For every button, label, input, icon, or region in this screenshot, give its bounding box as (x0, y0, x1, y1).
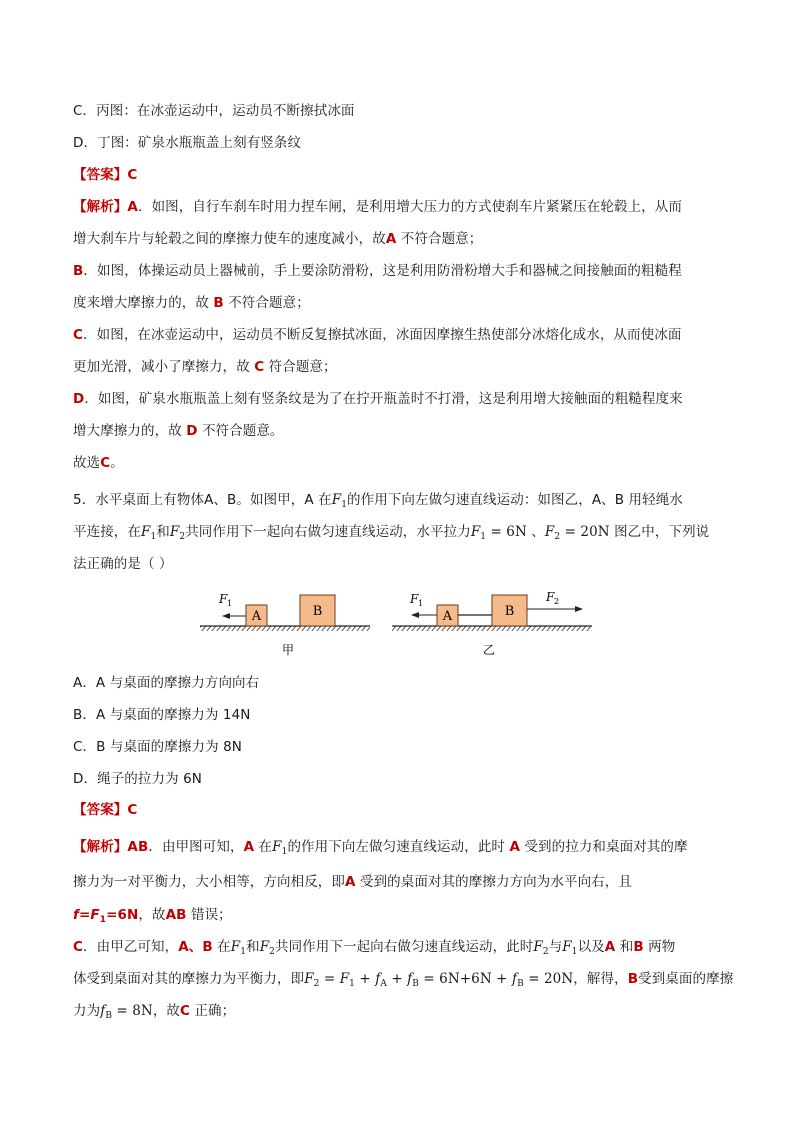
q5-figure (196, 590, 606, 660)
yi-label-f2-sub: 2 (554, 597, 560, 606)
q5-answer: 【答案】C (73, 802, 138, 818)
analysis-a-line2: 增大刹车片与轮毂之间的摩擦力使车的速度减小，故A 不符合题意； (73, 231, 483, 247)
jia-label-b: B (312, 604, 323, 619)
jia-label-f1: F (219, 592, 228, 606)
choose-line: 故选C。 (73, 455, 124, 471)
analysis-a-line1: 【解析】A．如图，自行车刹车时用力捏车闸，是利用增大压力的方式使刹车片紧紧压在轮毂上，从而 (73, 199, 682, 215)
yi-label-a: A (442, 609, 453, 624)
q5-analysis-line1: 【解析】AB．由甲图可知，A 在$F_1$的作用下向左做匀速直线运动，此时 A 受到的拉力和桌面对其的摩 (73, 839, 688, 857)
q5-analysis-line4: C．由甲乙可知，A、B 在$F_1$和$F_2$共同作用下一起向右做匀速直线运动，此时$F_2$与$F_1$以及A 和B 两物 (73, 939, 676, 957)
analysis-d-line1: D．如图，矿泉水瓶瓶盖上刻有竖条纹是为了在拧开瓶盖时不打滑，这是利用增大接触面的粗糙程度来 (73, 391, 683, 407)
yi-label-f1: F (410, 592, 419, 606)
q5-analysis-line5: 体受到桌面对其的摩擦力为平衡力，即$F_2 = F_1 + f_A + f_B = 6N+6N + f_B = 20N$，解得，B受到桌面的摩擦 (73, 971, 734, 989)
q5-analysis-line2: 擦力为一对平衡力，大小相等，方向相反，即A 受到的桌面对其的摩擦力方向为水平向右，且 (73, 874, 632, 890)
option-c-prev: C．丙图：在冰壶运动中，运动员不断擦拭冰面 (73, 103, 355, 119)
q5-line1: 5．水平桌面上有物体A、B。如图甲，A 在$F_1$的作用下向左做匀速直线运动：如图乙，A、B 用轻绳水 (73, 492, 683, 510)
option-d-prev: D．丁图：矿泉水瓶瓶盖上刻有竖条纹 (73, 135, 302, 151)
q5-option-b: B．A 与桌面的摩擦力为 14N (73, 707, 251, 723)
yi-ground-hatch (392, 626, 592, 631)
q5-option-a: A．A 与桌面的摩擦力方向向右 (73, 675, 260, 691)
figure-jia (200, 592, 370, 657)
q5-line3: 法正确的是（ ） (73, 556, 173, 572)
jia-label-a: A (251, 609, 262, 624)
analysis-c-line1: C．如图，在冰壶运动中，运动员不断反复擦拭冰面，冰面因摩擦生热使部分冰熔化成水，从而使冰面 (73, 327, 682, 343)
jia-caption: 甲 (281, 643, 295, 657)
yi-label-f2: F (546, 590, 555, 604)
answer-tag: 【答案】 (73, 167, 128, 183)
yi-label-f1-sub: 1 (418, 599, 424, 608)
yi-caption: 乙 (482, 643, 496, 657)
analysis-b-line1: B．如图，体操运动员上器械前，手上要涂防滑粉，这是利用防滑粉增大手和器械之间接触面的粗糙程 (73, 263, 682, 279)
analysis-c-line2: 更加光滑，减小了摩擦力，故 C 符合题意； (73, 359, 337, 375)
q5-analysis-line3: $f=F_1=6N$，故AB 错误； (73, 907, 232, 925)
answer-value: C (127, 167, 138, 183)
figure-yi (392, 590, 592, 657)
q5-analysis-line6: 力为$f_B = 8N$，故C 正确； (73, 1003, 236, 1021)
answer-prev (73, 165, 137, 185)
analysis-tag: 【解析】 (73, 199, 128, 215)
q5-option-d: D．绳子的拉力为 6N (73, 771, 202, 787)
jia-ground-hatch (200, 626, 370, 631)
analysis-d-line2: 增大摩擦力的，故 D 不符合题意。 (73, 423, 284, 439)
analysis-b-line2: 度来增大摩擦力的，故 B 不符合题意； (73, 295, 310, 311)
q5-option-c: C．B 与桌面的摩擦力为 8N (73, 739, 242, 755)
yi-label-b: B (504, 604, 515, 619)
jia-label-f1-sub: 1 (227, 599, 233, 608)
q5-line2: 平连接，在$F_1$和$F_2$共同作用下一起向右做匀速直线运动，水平拉力$F_1 = 6N$ 、$F_2 = 20N$ 图乙中，下列说 (73, 524, 710, 542)
